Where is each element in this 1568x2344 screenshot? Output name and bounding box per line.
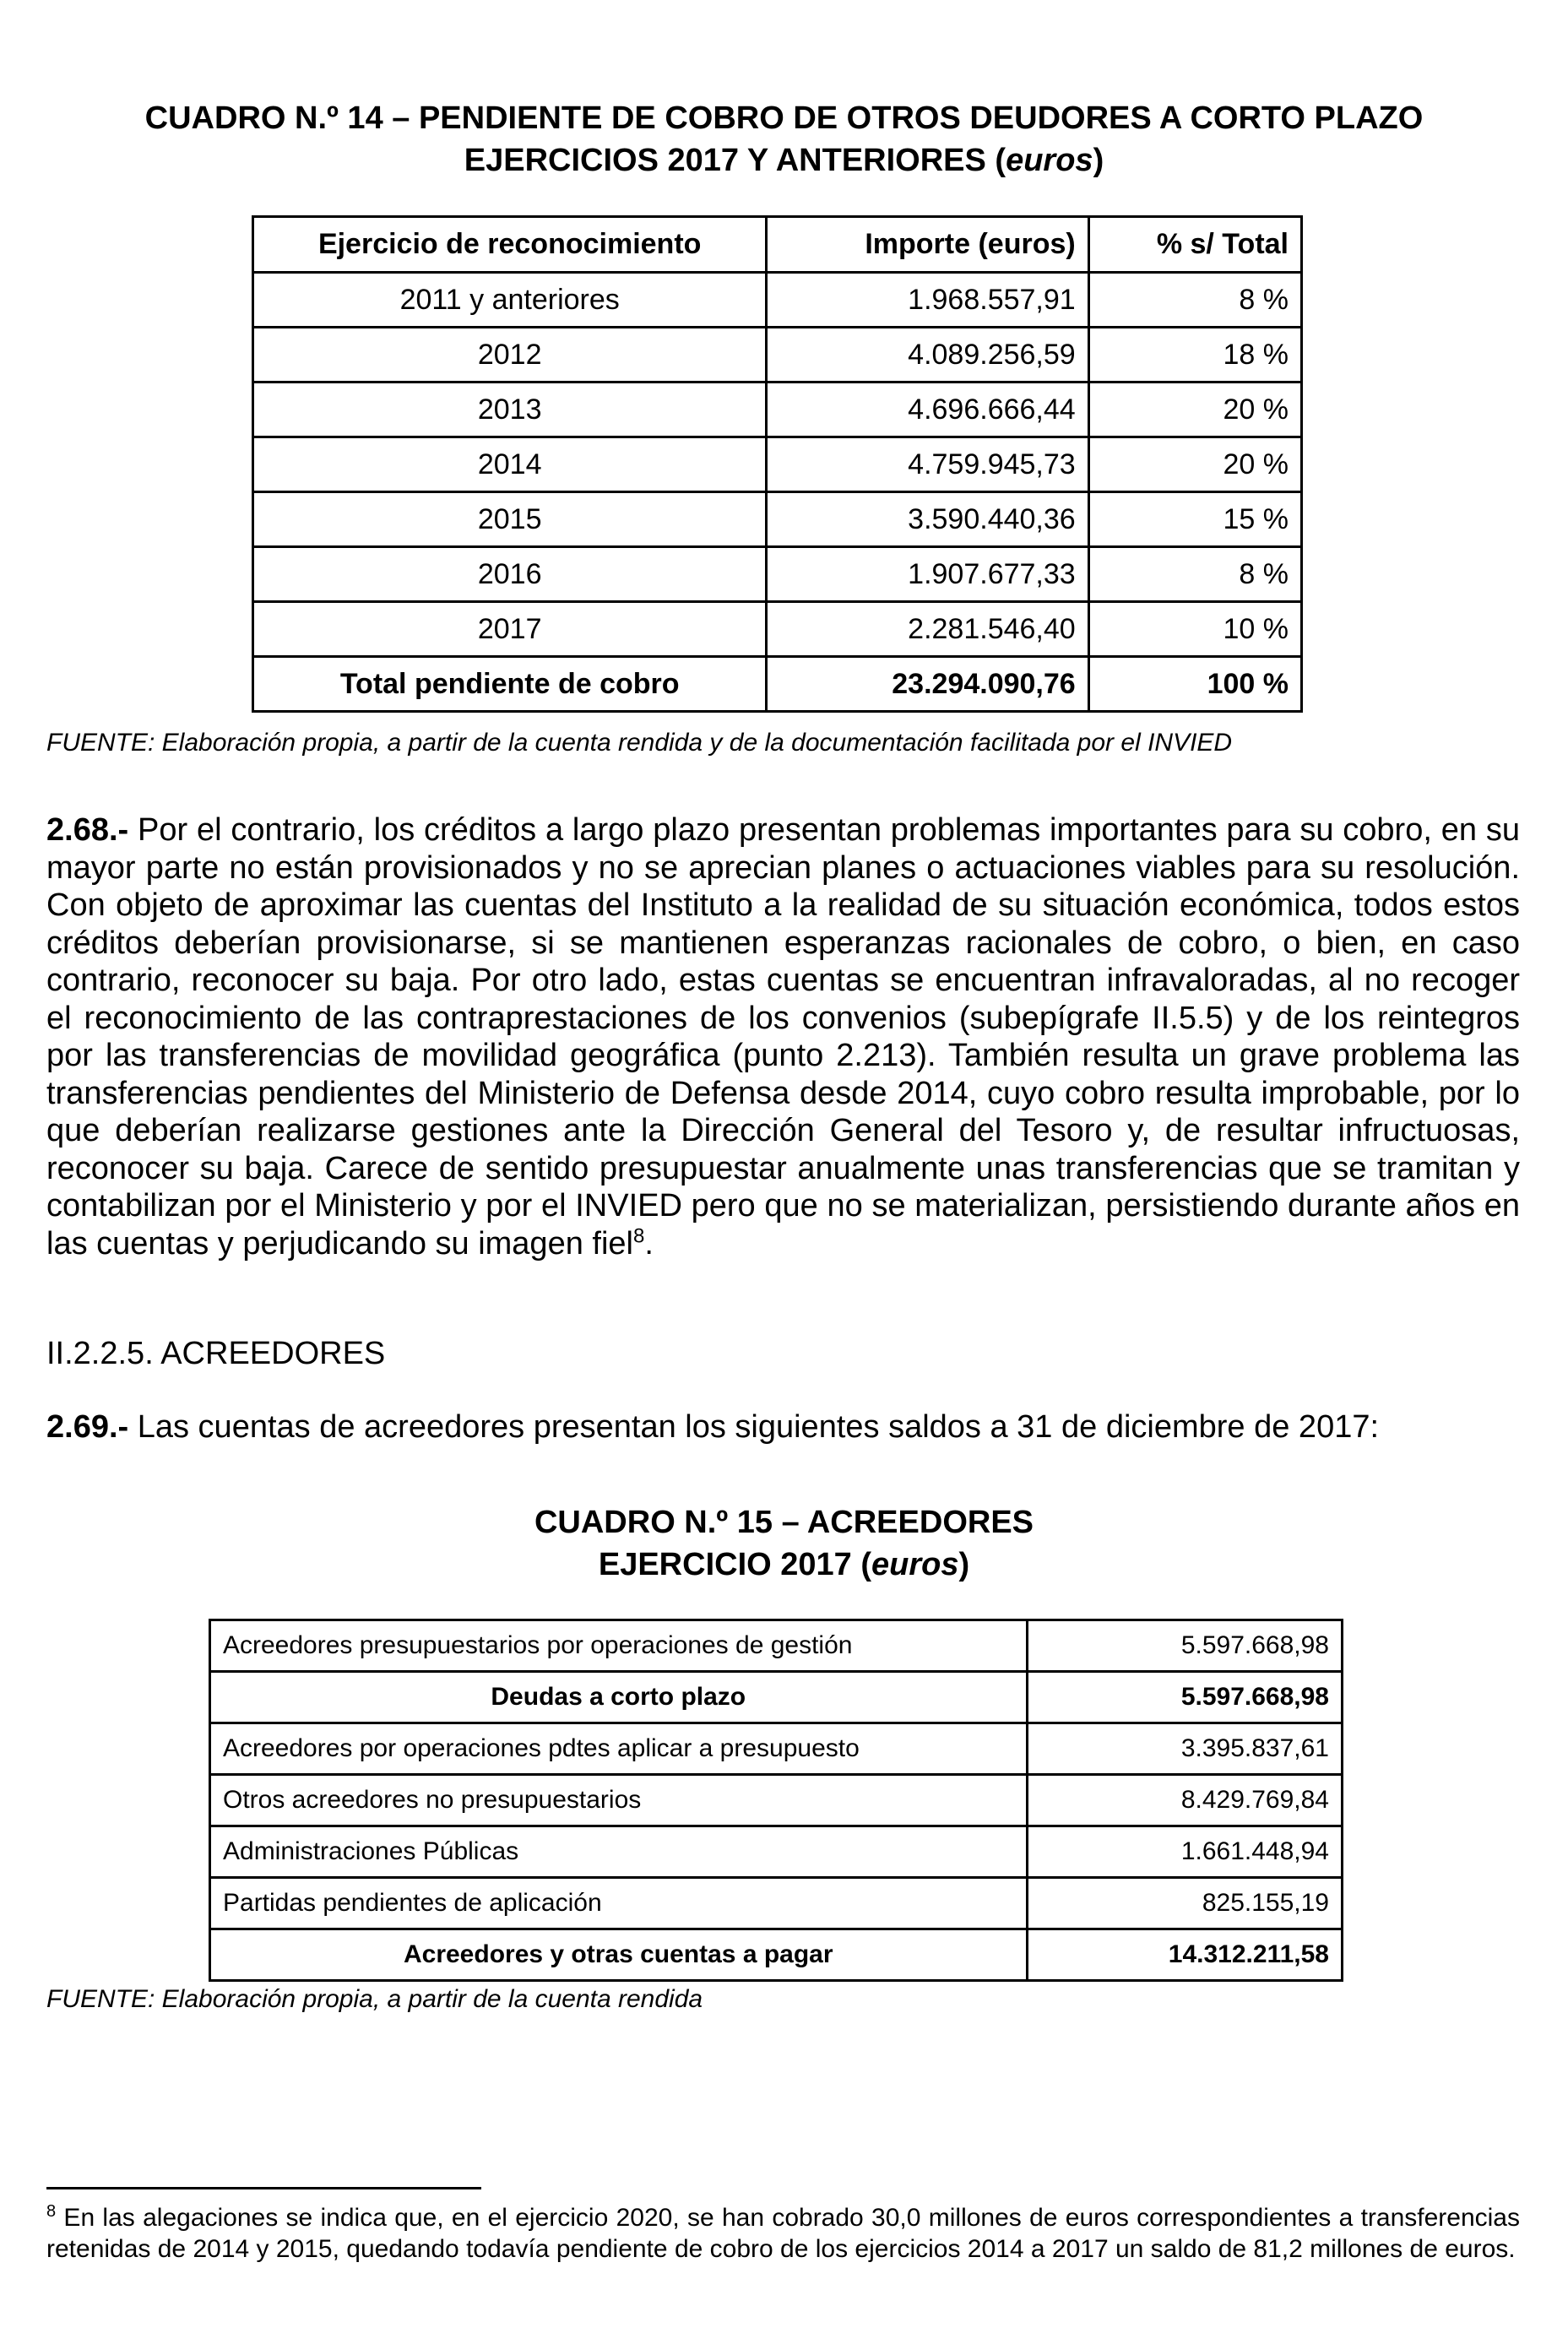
- table14-cell-year: 2013: [253, 383, 767, 437]
- table14-cell-year: 2011 y anteriores: [253, 273, 767, 328]
- table-row: [253, 328, 1302, 383]
- table-row: [253, 273, 1302, 328]
- table14-total-label: Total pendiente de cobro: [253, 657, 767, 712]
- section-heading: II.2.2.5. ACREEDORES: [46, 1336, 386, 1371]
- table-row: [253, 437, 1302, 492]
- table15-cell-concept: Administraciones Públicas: [210, 1826, 1028, 1878]
- table14-source: FUENTE: Elaboración propia, a partir de la cuenta rendida y de la documentación facilitada por el INVIED: [46, 729, 1233, 757]
- paragraph-2-69: [46, 1408, 1520, 1446]
- table15-cell-concept: Partidas pendientes de aplicación: [210, 1878, 1028, 1929]
- table14-cell-amount: 2.281.546,40: [767, 602, 1088, 657]
- table15-title: [0, 1501, 1568, 1586]
- table14-cell-year: 2016: [253, 547, 767, 602]
- table14-header-row: [253, 217, 1302, 273]
- footnote-divider: [46, 2187, 481, 2189]
- table14: [252, 215, 1303, 713]
- table14-header-percent: % s/ Total: [1088, 217, 1301, 273]
- table14-total-percent: 100 %: [1088, 657, 1301, 712]
- table14-title: [0, 97, 1568, 182]
- table15-total-row: [210, 1929, 1343, 1981]
- table15-cell-amount: 5.597.668,98: [1027, 1620, 1342, 1672]
- table14-cell-year: 2014: [253, 437, 767, 492]
- table14-cell-percent: 20 %: [1088, 437, 1301, 492]
- table14-cell-amount: 1.907.677,33: [767, 547, 1088, 602]
- table15-title-line2: EJERCICIO 2017 (euros): [598, 1547, 970, 1582]
- paragraph-text: Por el contrario, los créditos a largo plazo presentan problemas importantes para su cobro, en su mayor parte no están provisionados y no se aprecian planes o actuaciones viables para su resolución. Con objeto de aproximar las cuentas del Instituto a la realidad de su situación económica, todos estos créditos deberían provisionarse, si se mantienen esperanzas racionales de cobro, o bien, en caso contrario, reconocer su baja. Por otro lado, estas cuentas se encuentran infravaloradas, al no recoger el reconocimiento de las contraprestaciones de los convenios (subepígrafe II.5.5) y de los reintegros por las transferencias de movilidad geográfica (punto 2.213). También resulta un grave problema las transferencias pendientes del Ministerio de Defensa desde 2014, cuyo cobro resulta improbable, por lo que deberían realizarse gestiones ante la Dirección General del Tesoro y, de resultar infructuosas, reconocer su baja. Carece de sentido presupuestar anualmente unas transferencias que se tramitan y contabilizan por el Ministerio y por el INVIED pero que no se materializan, persistiendo durante años en las cuentas y perjudicando su imagen fiel: [46, 812, 1520, 1262]
- table-row: [253, 492, 1302, 547]
- table-row: [210, 1620, 1343, 1672]
- table14-cell-amount: 1.968.557,91: [767, 273, 1088, 328]
- table15-cell-concept: Deudas a corto plazo: [210, 1672, 1028, 1723]
- table14-cell-percent: 10 %: [1088, 602, 1301, 657]
- table-row: [210, 1775, 1343, 1826]
- table15-cell-amount: 14.312.211,58: [1027, 1929, 1342, 1981]
- table-row: [210, 1826, 1343, 1878]
- table14-cell-amount: 4.759.945,73: [767, 437, 1088, 492]
- paragraph-text: Las cuentas de acreedores presentan los siguientes saldos a 31 de diciembre de 2017:: [128, 1409, 1380, 1445]
- table14-header-amount: Importe (euros): [767, 217, 1088, 273]
- table14-cell-percent: 20 %: [1088, 383, 1301, 437]
- footnote-ref[interactable]: 8: [632, 1224, 645, 1247]
- paragraph-2-68: 2.68.- Por el contrario, los créditos a largo plazo presentan problemas importantes para su cobro, en su mayor parte no están provisionados y no se aprecian planes o actuaciones viables para su resolución. Con objeto de aproximar las cuentas del Instituto a la realidad de su situación económica, todos estos créditos deberían provisionarse, si se mantienen esperanzas racionales de cobro, o bien, en caso contrario, reconocer su baja. Por otro lado, estas cuentas se encuentran infravaloradas, al no recoger el reconocimiento de las contraprestaciones de los convenios (subepígrafe II.5.5) y de los reintegros por las transferencias de movilidad geográfica (punto 2.213). También resulta un grave problema las transferencias pendientes del Ministerio de Defensa desde 2014, cuyo cobro resulta improbable, por lo que deberían realizarse gestiones ante la Dirección General del Tesoro y, de resultar infructuosas, reconocer su baja. Carece de sentido presupuestar anualmente unas transferencias que se tramitan y contabilizan por el Ministerio y por el INVIED pero que no se materializan, persistiendo durante años en las cuentas y perjudicando su imagen fiel$^8$.: [46, 812, 1520, 1262]
- table15-cell-concept: Otros acreedores no presupuestarios: [210, 1775, 1028, 1826]
- paragraph-number: 2.69.-: [46, 1409, 129, 1445]
- paragraph-number: 2.68.-: [46, 812, 129, 848]
- footnote-number: 8: [46, 2202, 57, 2221]
- table-row: [253, 547, 1302, 602]
- table14-total-amount: 23.294.090,76: [767, 657, 1088, 712]
- table14-cell-year: 2017: [253, 602, 767, 657]
- table15-cell-concept: Acreedores presupuestarios por operaciones de gestión: [210, 1620, 1028, 1672]
- table15-cell-amount: 8.429.769,84: [1027, 1775, 1342, 1826]
- footnote: [46, 2202, 1520, 2265]
- table14-title-line2: EJERCICIOS 2017 Y ANTERIORES (euros): [464, 143, 1104, 178]
- footnote-text: En las alegaciones se indica que, en el ejercicio 2020, se han cobrado 30,0 millones de euros correspondientes a transferencias retenidas de 2014 y 2015, quedando todavía pendiente de cobro de los ejercicios 2014 a 2017 un saldo de 81,2 millones de euros.: [46, 2204, 1520, 2263]
- table15-cell-amount: 3.395.837,61: [1027, 1723, 1342, 1775]
- table-row: [210, 1878, 1343, 1929]
- table14-cell-percent: 18 %: [1088, 328, 1301, 383]
- table15-cell-concept: Acreedores por operaciones pdtes aplicar a presupuesto: [210, 1723, 1028, 1775]
- table14-title-line1: CUADRO N.º 14 – PENDIENTE DE COBRO DE OTROS DEUDORES A CORTO PLAZO: [144, 100, 1424, 136]
- table14-cell-amount: 4.696.666,44: [767, 383, 1088, 437]
- table14-cell-percent: 8 %: [1088, 547, 1301, 602]
- table14-cell-year: 2015: [253, 492, 767, 547]
- table-row: [210, 1672, 1343, 1723]
- table14-cell-amount: 3.590.440,36: [767, 492, 1088, 547]
- table-row: [253, 602, 1302, 657]
- table15-cell-concept: Acreedores y otras cuentas a pagar: [210, 1929, 1028, 1981]
- table15-source: FUENTE: Elaboración propia, a partir de la cuenta rendida: [46, 1985, 703, 2013]
- table-row: [253, 383, 1302, 437]
- table15-cell-amount: 5.597.668,98: [1027, 1672, 1342, 1723]
- table15-cell-amount: 1.661.448,94: [1027, 1826, 1342, 1878]
- table14-total-row: [253, 657, 1302, 712]
- table-row: [210, 1723, 1343, 1775]
- table14-cell-percent: 15 %: [1088, 492, 1301, 547]
- table15-cell-amount: 825.155,19: [1027, 1878, 1342, 1929]
- table15: [209, 1619, 1343, 1982]
- table14-cell-year: 2012: [253, 328, 767, 383]
- table14-cell-amount: 4.089.256,59: [767, 328, 1088, 383]
- table15-title-line1: CUADRO N.º 15 – ACREEDORES: [534, 1505, 1034, 1540]
- table14-header-year: Ejercicio de reconocimiento: [253, 217, 767, 273]
- table14-cell-percent: 8 %: [1088, 273, 1301, 328]
